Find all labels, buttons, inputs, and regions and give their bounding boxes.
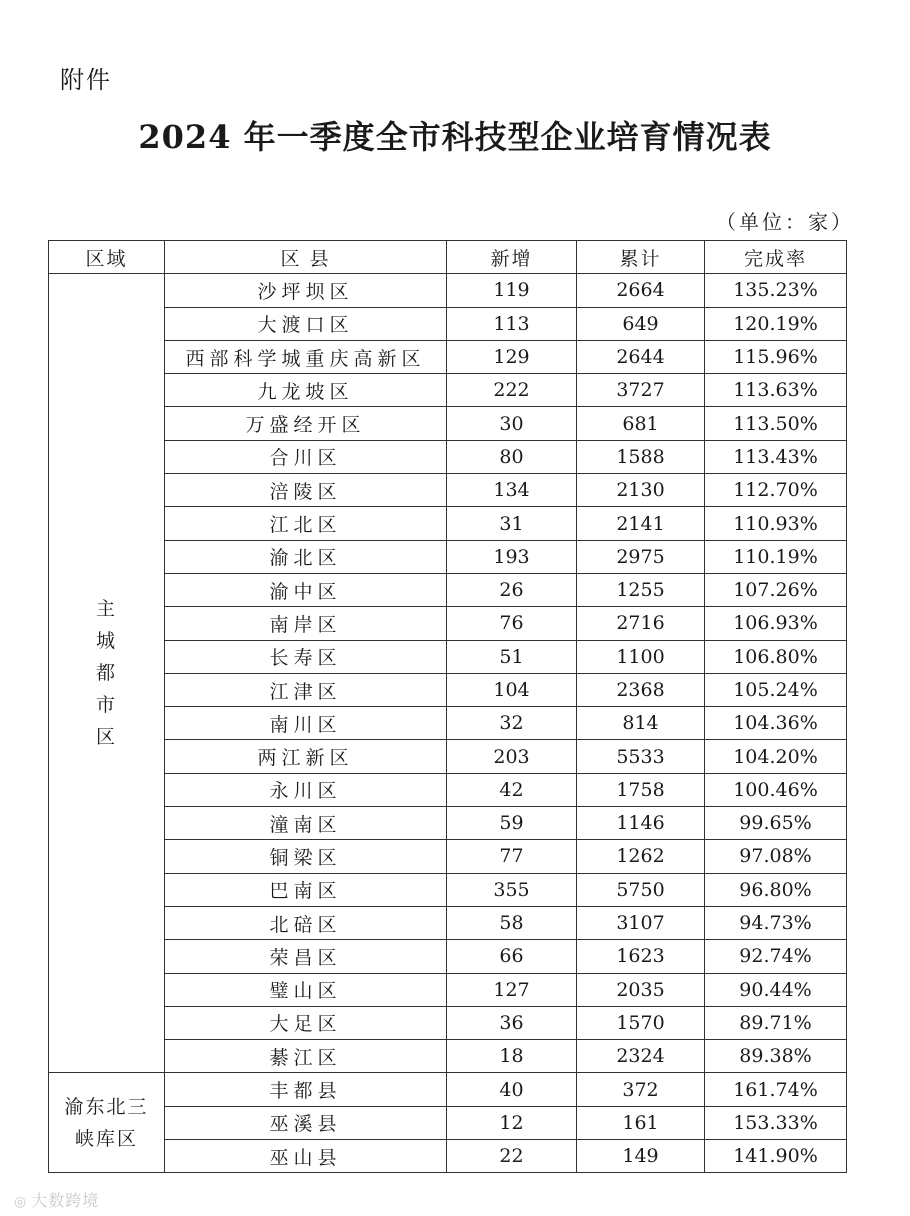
table-row bbox=[49, 673, 847, 706]
county-cell: 渝北区 bbox=[165, 540, 447, 573]
table-row bbox=[49, 773, 847, 806]
completion-rate-cell: 110.93% bbox=[705, 507, 847, 540]
total-count-cell: 1758 bbox=[577, 773, 705, 806]
total-count-cell: 2324 bbox=[577, 1040, 705, 1073]
county-cell: 江北区 bbox=[165, 507, 447, 540]
total-count-cell: 2368 bbox=[577, 673, 705, 706]
county-cell: 南川区 bbox=[165, 707, 447, 740]
county-cell: 巫溪县 bbox=[165, 1106, 447, 1139]
table-row bbox=[49, 507, 847, 540]
total-count-cell: 2664 bbox=[577, 274, 705, 307]
total-count-cell: 1588 bbox=[577, 440, 705, 473]
table-row bbox=[49, 740, 847, 773]
total-count-cell: 149 bbox=[577, 1140, 705, 1173]
table-row bbox=[49, 440, 847, 473]
county-cell: 涪陵区 bbox=[165, 474, 447, 507]
header-total: 累计 bbox=[577, 241, 705, 274]
county-cell: 南岸区 bbox=[165, 607, 447, 640]
header-county: 区 县 bbox=[165, 241, 447, 274]
table-row bbox=[49, 940, 847, 973]
watermark bbox=[14, 1188, 99, 1211]
table-row bbox=[49, 1006, 847, 1039]
completion-rate-cell: 94.73% bbox=[705, 906, 847, 939]
total-count-cell: 3107 bbox=[577, 906, 705, 939]
county-cell: 合川区 bbox=[165, 440, 447, 473]
total-count-cell: 2975 bbox=[577, 540, 705, 573]
total-count-cell: 2716 bbox=[577, 607, 705, 640]
region-cell bbox=[49, 274, 165, 1073]
new-count-cell: 129 bbox=[447, 340, 577, 373]
total-count-cell: 161 bbox=[577, 1106, 705, 1139]
total-count-cell: 1262 bbox=[577, 840, 705, 873]
completion-rate-cell: 99.65% bbox=[705, 807, 847, 840]
new-count-cell: 51 bbox=[447, 640, 577, 673]
total-count-cell: 372 bbox=[577, 1073, 705, 1106]
county-cell: 长寿区 bbox=[165, 640, 447, 673]
county-cell: 江津区 bbox=[165, 673, 447, 706]
new-count-cell: 127 bbox=[447, 973, 577, 1006]
completion-rate-cell: 104.36% bbox=[705, 707, 847, 740]
total-count-cell: 1570 bbox=[577, 1006, 705, 1039]
total-count-cell: 649 bbox=[577, 307, 705, 340]
completion-rate-cell: 120.19% bbox=[705, 307, 847, 340]
table-row bbox=[49, 973, 847, 1006]
total-count-cell: 1146 bbox=[577, 807, 705, 840]
watermark-logo-icon: ◎ bbox=[14, 1194, 28, 1210]
county-cell: 巴南区 bbox=[165, 873, 447, 906]
table-row bbox=[49, 374, 847, 407]
table-row bbox=[49, 873, 847, 906]
county-cell: 九龙坡区 bbox=[165, 374, 447, 407]
new-count-cell: 58 bbox=[447, 906, 577, 939]
table-row bbox=[49, 307, 847, 340]
new-count-cell: 77 bbox=[447, 840, 577, 873]
new-count-cell: 193 bbox=[447, 540, 577, 573]
county-cell: 璧山区 bbox=[165, 973, 447, 1006]
table-row bbox=[49, 540, 847, 573]
completion-rate-cell: 96.80% bbox=[705, 873, 847, 906]
county-cell: 渝中区 bbox=[165, 573, 447, 606]
table-row bbox=[49, 807, 847, 840]
completion-rate-cell: 105.24% bbox=[705, 673, 847, 706]
watermark-text: 大数跨境 bbox=[31, 1191, 100, 1210]
new-count-cell: 42 bbox=[447, 773, 577, 806]
region-label: 主城都市区 bbox=[95, 598, 117, 749]
page-title: 2024 年一季度全市科技型企业培育情况表 bbox=[138, 118, 772, 156]
completion-rate-cell: 92.74% bbox=[705, 940, 847, 973]
county-cell: 北碚区 bbox=[165, 906, 447, 939]
attachment-label: 附件 bbox=[60, 66, 112, 94]
completion-rate-cell: 97.08% bbox=[705, 840, 847, 873]
table-row bbox=[49, 906, 847, 939]
total-count-cell: 814 bbox=[577, 707, 705, 740]
county-cell: 丰都县 bbox=[165, 1073, 447, 1106]
completion-rate-cell: 112.70% bbox=[705, 474, 847, 507]
total-count-cell: 681 bbox=[577, 407, 705, 440]
table-row bbox=[49, 1040, 847, 1073]
completion-rate-cell: 141.90% bbox=[705, 1140, 847, 1173]
total-count-cell: 3727 bbox=[577, 374, 705, 407]
county-cell: 潼南区 bbox=[165, 807, 447, 840]
new-count-cell: 355 bbox=[447, 873, 577, 906]
completion-rate-cell: 90.44% bbox=[705, 973, 847, 1006]
table-row bbox=[49, 1106, 847, 1139]
total-count-cell: 1100 bbox=[577, 640, 705, 673]
completion-rate-cell: 106.80% bbox=[705, 640, 847, 673]
completion-rate-cell: 113.63% bbox=[705, 374, 847, 407]
total-count-cell: 5533 bbox=[577, 740, 705, 773]
new-count-cell: 134 bbox=[447, 474, 577, 507]
completion-rate-cell: 153.33% bbox=[705, 1106, 847, 1139]
completion-rate-cell: 107.26% bbox=[705, 573, 847, 606]
new-count-cell: 30 bbox=[447, 407, 577, 440]
total-count-cell: 2644 bbox=[577, 340, 705, 373]
county-cell: 大渡口区 bbox=[165, 307, 447, 340]
unit-note: （单位：家） bbox=[716, 210, 854, 234]
new-count-cell: 36 bbox=[447, 1006, 577, 1039]
completion-rate-cell: 113.50% bbox=[705, 407, 847, 440]
new-count-cell: 12 bbox=[447, 1106, 577, 1139]
total-count-cell: 1623 bbox=[577, 940, 705, 973]
total-count-cell: 2035 bbox=[577, 973, 705, 1006]
county-cell: 沙坪坝区 bbox=[165, 274, 447, 307]
table-header-row bbox=[49, 241, 847, 274]
county-cell: 西部科学城重庆高新区 bbox=[165, 340, 447, 373]
table-row bbox=[49, 573, 847, 606]
county-cell: 万盛经开区 bbox=[165, 407, 447, 440]
new-count-cell: 18 bbox=[447, 1040, 577, 1073]
table-row bbox=[49, 474, 847, 507]
new-count-cell: 31 bbox=[447, 507, 577, 540]
new-count-cell: 222 bbox=[447, 374, 577, 407]
table-row bbox=[49, 340, 847, 373]
county-cell: 荣昌区 bbox=[165, 940, 447, 973]
completion-rate-cell: 115.96% bbox=[705, 340, 847, 373]
new-count-cell: 26 bbox=[447, 573, 577, 606]
completion-rate-cell: 104.20% bbox=[705, 740, 847, 773]
county-cell: 大足区 bbox=[165, 1006, 447, 1039]
region-label: 渝东北三峡库区 bbox=[64, 1095, 149, 1150]
new-count-cell: 119 bbox=[447, 274, 577, 307]
new-count-cell: 203 bbox=[447, 740, 577, 773]
new-count-cell: 76 bbox=[447, 607, 577, 640]
county-cell: 铜梁区 bbox=[165, 840, 447, 873]
table-row bbox=[49, 1140, 847, 1173]
completion-rate-cell: 106.93% bbox=[705, 607, 847, 640]
total-count-cell: 2130 bbox=[577, 474, 705, 507]
new-count-cell: 66 bbox=[447, 940, 577, 973]
header-new: 新增 bbox=[447, 241, 577, 274]
county-cell: 綦江区 bbox=[165, 1040, 447, 1073]
new-count-cell: 59 bbox=[447, 807, 577, 840]
new-count-cell: 22 bbox=[447, 1140, 577, 1173]
new-count-cell: 113 bbox=[447, 307, 577, 340]
completion-rate-cell: 113.43% bbox=[705, 440, 847, 473]
total-count-cell: 2141 bbox=[577, 507, 705, 540]
table-row bbox=[49, 707, 847, 740]
header-completion-rate: 完成率 bbox=[705, 241, 847, 274]
completion-rate-cell: 100.46% bbox=[705, 773, 847, 806]
county-cell: 两江新区 bbox=[165, 740, 447, 773]
total-count-cell: 5750 bbox=[577, 873, 705, 906]
table-row bbox=[49, 274, 847, 307]
cultivation-table bbox=[48, 240, 847, 1173]
completion-rate-cell: 161.74% bbox=[705, 1073, 847, 1106]
table-body bbox=[49, 274, 847, 1173]
completion-rate-cell: 89.38% bbox=[705, 1040, 847, 1073]
completion-rate-cell: 110.19% bbox=[705, 540, 847, 573]
total-count-cell: 1255 bbox=[577, 573, 705, 606]
county-cell: 巫山县 bbox=[165, 1140, 447, 1173]
new-count-cell: 104 bbox=[447, 673, 577, 706]
new-count-cell: 40 bbox=[447, 1073, 577, 1106]
county-cell: 永川区 bbox=[165, 773, 447, 806]
table-row bbox=[49, 840, 847, 873]
table-row bbox=[49, 607, 847, 640]
header-region: 区域 bbox=[49, 241, 165, 274]
table-row bbox=[49, 640, 847, 673]
new-count-cell: 32 bbox=[447, 707, 577, 740]
completion-rate-cell: 89.71% bbox=[705, 1006, 847, 1039]
new-count-cell: 80 bbox=[447, 440, 577, 473]
table-row bbox=[49, 407, 847, 440]
region-cell bbox=[49, 1073, 165, 1173]
completion-rate-cell: 135.23% bbox=[705, 274, 847, 307]
table-row bbox=[49, 1073, 847, 1106]
